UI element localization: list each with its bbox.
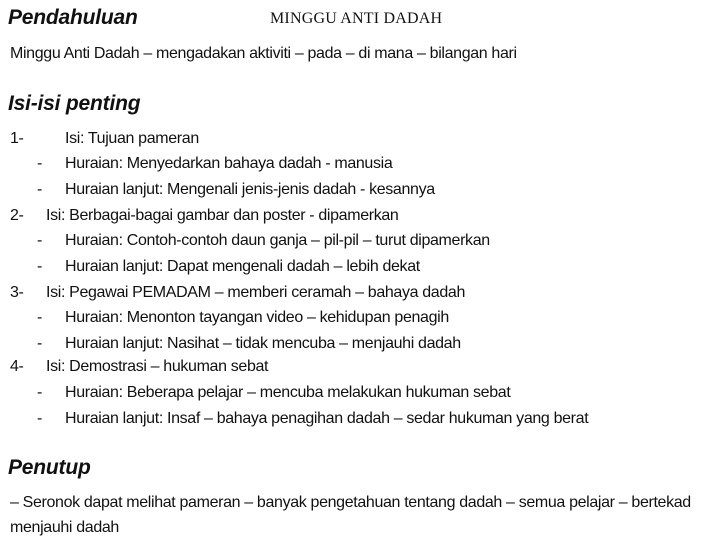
item-4-number: 4- xyxy=(10,358,24,375)
item-3-isi: Isi: Pegawai PEMADAM – memberi ceramah – bahaya dadah xyxy=(46,284,465,301)
item-4-huraian: Huraian: Beberapa pelajar – mencuba melakukan hukuman sebat xyxy=(65,384,511,401)
isi-penting-heading: Isi-isi penting xyxy=(8,92,141,115)
item-1-huraian-bullet: - xyxy=(37,155,42,172)
penutup-line-1: – Seronok dapat melihat pameran – banyak pengetahuan tentang dadah – semua pelajar – bertekad xyxy=(10,494,691,511)
penutup-line-2: menjauhi dadah xyxy=(10,519,119,536)
item-3-number: 3- xyxy=(10,284,24,301)
item-4-huraian-bullet: - xyxy=(37,384,42,401)
item-2-number: 2- xyxy=(10,207,24,224)
item-1-huraian: Huraian: Menyedarkan bahaya dadah - manusia xyxy=(65,155,393,172)
item-1-number: 1- xyxy=(10,130,24,147)
item-1-lanjut-bullet: - xyxy=(37,181,42,198)
item-2-isi: Isi: Berbagai-bagai gambar dan poster - dipamerkan xyxy=(46,207,399,224)
item-3-huraian-bullet: - xyxy=(37,309,42,326)
document-title: MINGGU ANTI DADAH xyxy=(270,10,443,27)
pendahuluan-text: Minggu Anti Dadah – mengadakan aktiviti – pada – di mana – bilangan hari xyxy=(10,45,517,62)
item-4-isi: Isi: Demostrasi – hukuman sebat xyxy=(46,358,269,375)
item-4-lanjut-bullet: - xyxy=(37,410,42,427)
item-3-huraian: Huraian: Menonton tayangan video – kehidupan penagih xyxy=(65,309,449,326)
item-2-huraian-lanjut: Huraian lanjut: Dapat mengenali dadah – lebih dekat xyxy=(65,258,420,275)
item-1-isi: Isi: Tujuan pameran xyxy=(65,130,199,147)
item-2-huraian: Huraian: Contoh-contoh daun ganja – pil-pil – turut dipamerkan xyxy=(65,232,490,249)
item-2-lanjut-bullet: - xyxy=(37,258,42,275)
item-3-huraian-lanjut: Huraian lanjut: Nasihat – tidak mencuba – menjauhi dadah xyxy=(65,335,461,352)
item-2-huraian-bullet: - xyxy=(37,232,42,249)
penutup-heading: Penutup xyxy=(8,456,91,479)
pendahuluan-heading: Pendahuluan xyxy=(8,6,138,29)
item-4-huraian-lanjut: Huraian lanjut: Insaf – bahaya penagihan dadah – sedar hukuman yang berat xyxy=(65,410,589,427)
item-3-lanjut-bullet: - xyxy=(37,335,42,352)
item-1-huraian-lanjut: Huraian lanjut: Mengenali jenis-jenis dadah - kesannya xyxy=(65,181,435,198)
